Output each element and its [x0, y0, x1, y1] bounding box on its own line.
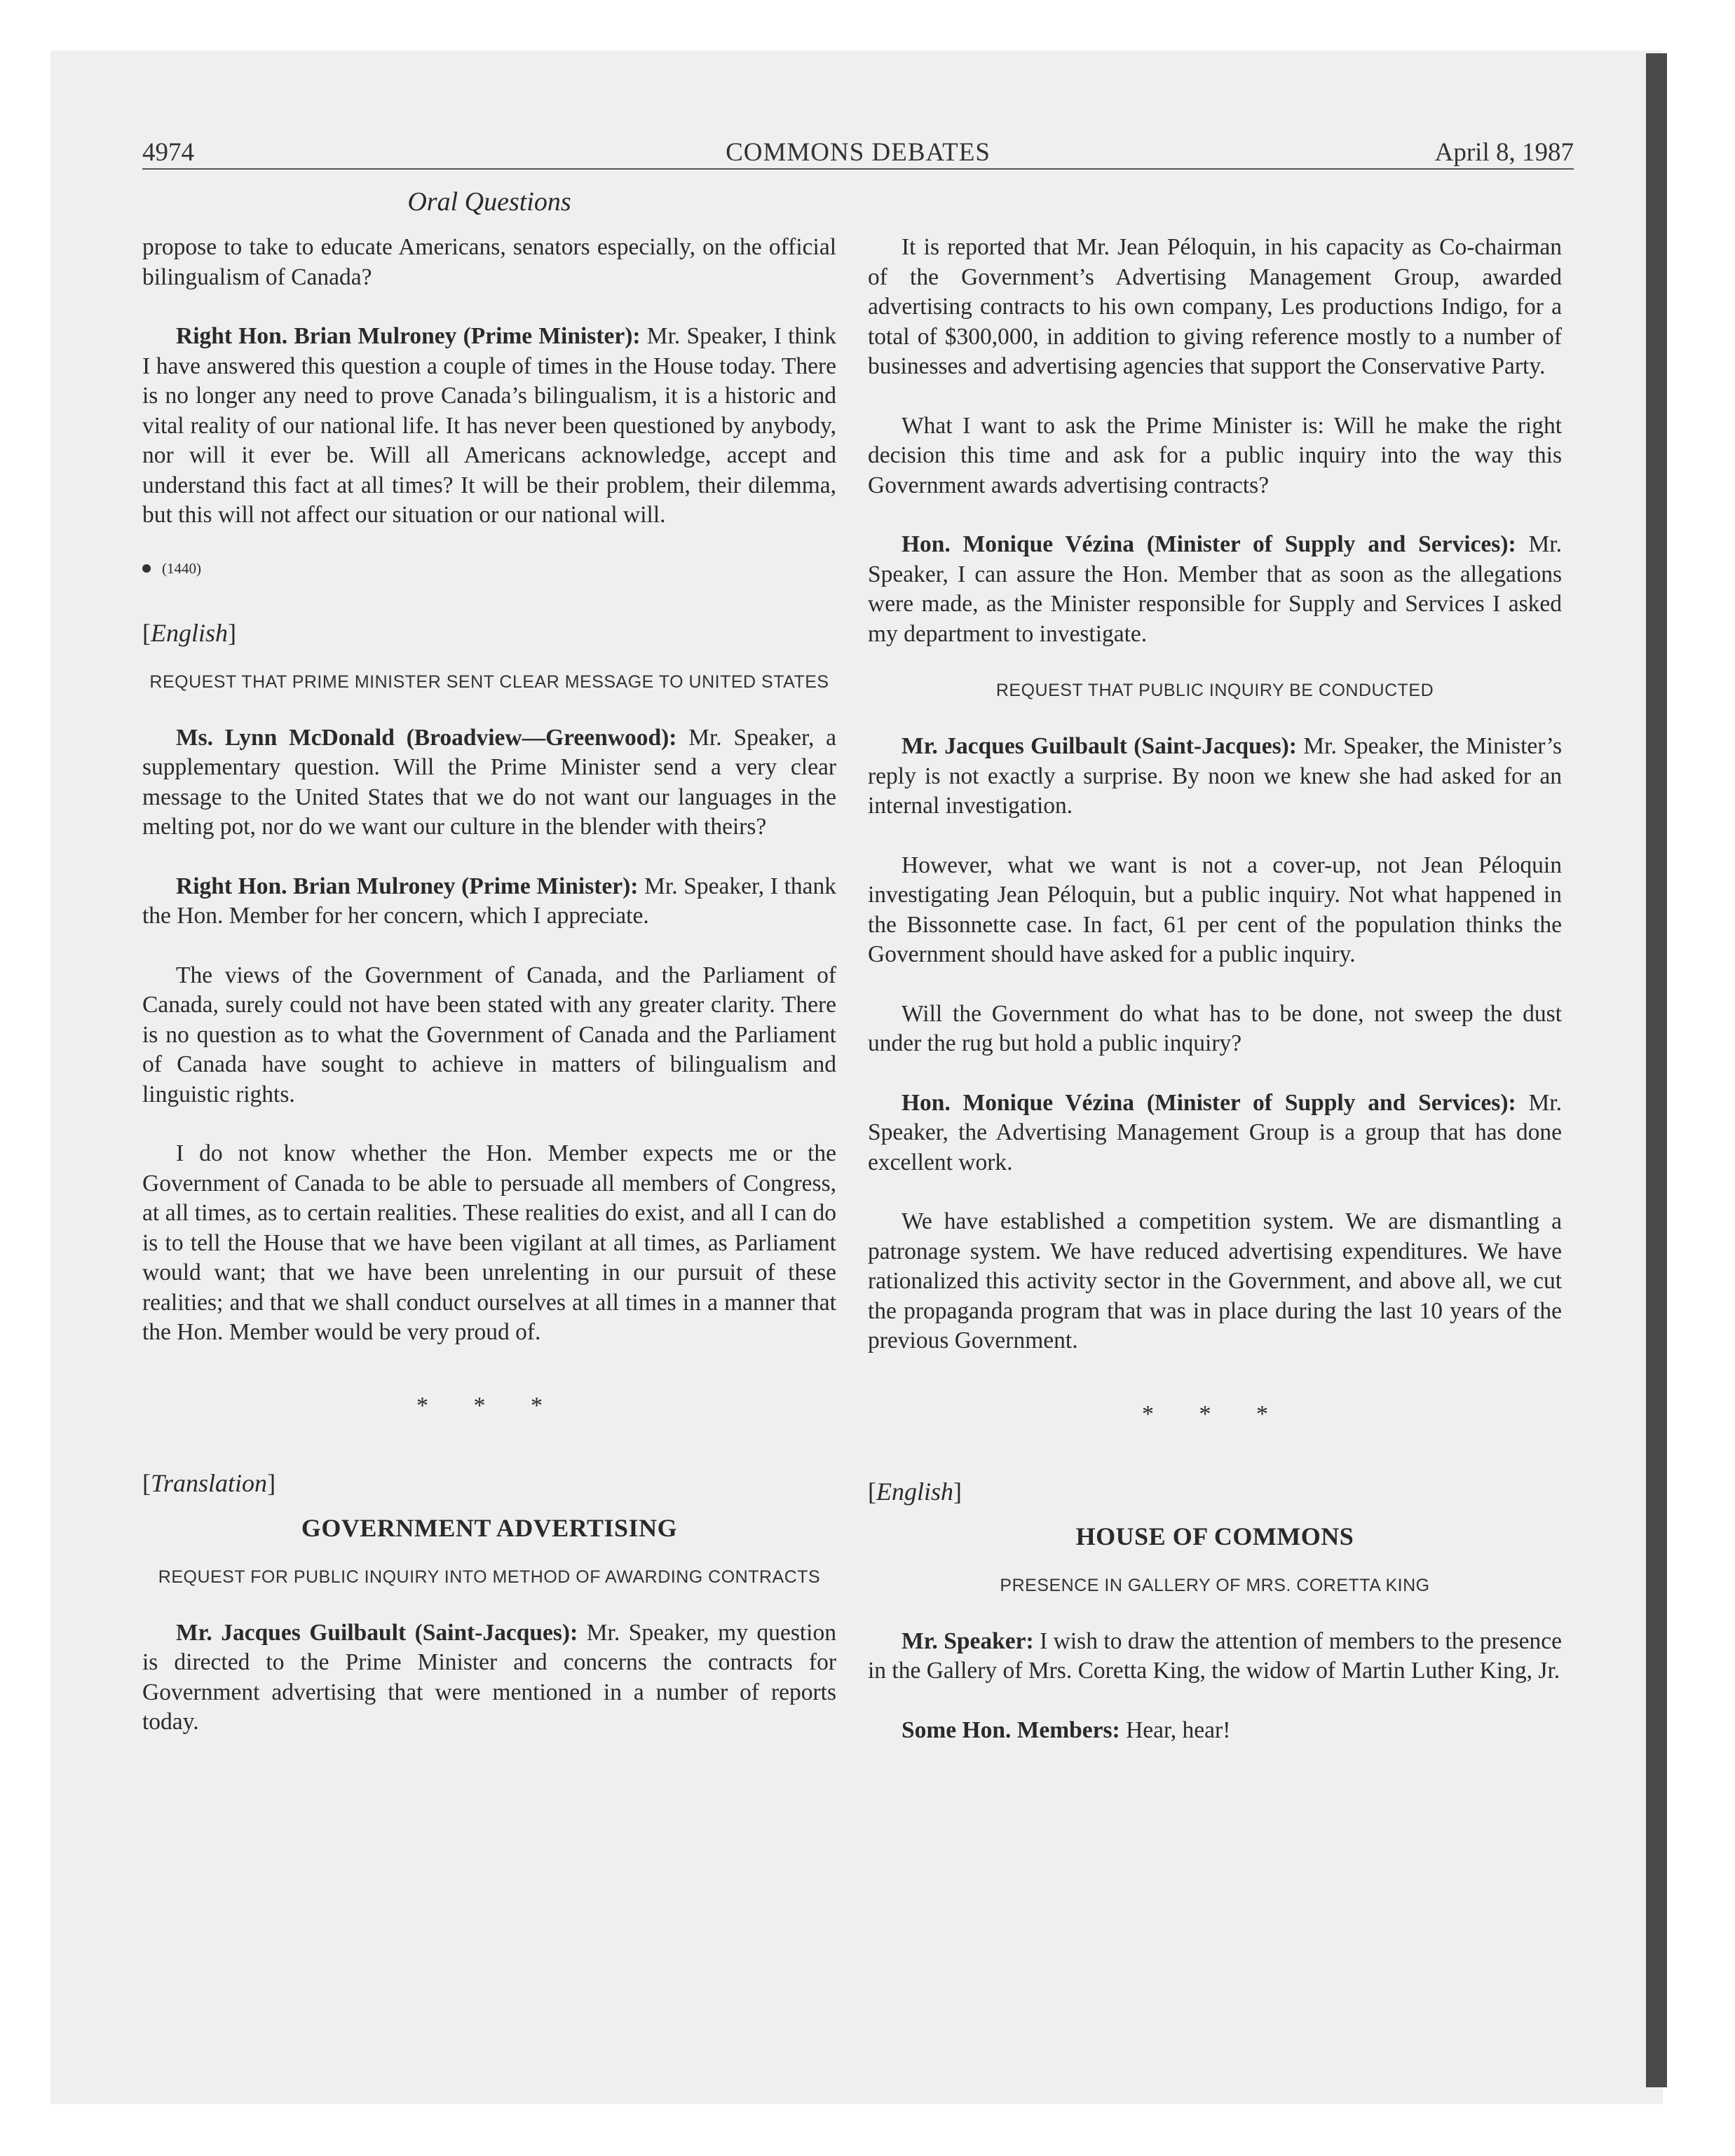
speech-text: I wish to draw the attention of members to the presence in the Gallery of Mrs. Coretta King, the widow of Martin Luther King, Jr. [868, 1628, 1562, 1684]
speaker-name: Mr. Speaker: [901, 1628, 1034, 1654]
language-label: English [876, 1477, 954, 1506]
paragraph [868, 732, 1562, 821]
page-number: 4974 [142, 138, 194, 167]
paragraph [868, 1716, 1562, 1746]
speaker-name: Hon. Monique Vézina (Minister of Supply and Services): [901, 1089, 1516, 1116]
speech-text: Mr. Speaker, I thank the Hon. Member for her concern, which I appreciate. [142, 873, 836, 929]
page-header [142, 137, 1574, 168]
subheading: REQUEST THAT PUBLIC INQUIRY BE CONDUCTED [995, 681, 1434, 700]
speaker-name: Right Hon. Brian Mulroney (Prime Minister): [176, 873, 639, 899]
speech-text: Mr. Speaker, I can assure the Hon. Member that as soon as the allegations were made, as the Minister responsible for Supply and Services I asked my department to investigate. [868, 531, 1562, 647]
publication-date: April 8, 1987 [1434, 138, 1574, 167]
speaker-name: Some Hon. Members: [901, 1717, 1120, 1743]
language-label: Translation [151, 1468, 268, 1497]
paragraph: What I want to ask the Prime Minister is: Will he make the right decision this time and ask for a public inquiry into the way this Government awards advertising contracts? [868, 412, 1562, 498]
bullet-icon [142, 564, 151, 573]
language-marker: [English] [868, 1477, 962, 1506]
publication-title: COMMONS DEBATES [726, 138, 991, 167]
speaker-name: Hon. Monique Vézina (Minister of Supply and Services): [901, 531, 1516, 557]
speech-text: Mr. Speaker, my question is directed to the Prime Minister and concerns the contracts for Government advertising that were mentioned in a number of reports today. [142, 1619, 836, 1735]
paragraph [142, 872, 836, 932]
left-column [142, 233, 836, 1767]
paragraph [142, 1618, 836, 1738]
speaker-name: Right Hon. Brian Mulroney (Prime Minister): [176, 323, 641, 349]
paragraph: I do not know whether the Hon. Member expects me or the Government of Canada to be able to persuade all members of Congress, at all times, as to certain realities. These realities do exist, and all I can do is to tell the House that we have been vigilant at all times, as Parliament would want; that we have been unrelenting in our pursuit of these realities; and that we shall conduct ourselves at all times in a manner that the Hon. Member would be very proud of. [142, 1140, 836, 1345]
speech-text: Mr. Speaker, the Advertising Management Group is a group that has done excellent work. [868, 1089, 1562, 1175]
section-divider-stars: * * * [416, 1392, 562, 1419]
section-heading: GOVERNMENT ADVERTISING [301, 1513, 678, 1542]
section-label: Oral Questions [407, 187, 571, 217]
header-rule [142, 168, 1574, 170]
speech-text: Mr. Speaker, a supplementary question. Will the Prime Minister send a very clear message to the United States that we do not want our languages in the melting pot, nor do we want our culture in the blender with theirs? [142, 724, 836, 840]
paragraph [868, 1627, 1562, 1686]
language-marker: [Translation] [142, 1468, 276, 1497]
speaker-name: Ms. Lynn McDonald (Broadview—Greenwood): [176, 724, 677, 751]
paragraph [142, 723, 836, 842]
section-heading: HOUSE OF COMMONS [1075, 1522, 1354, 1550]
subheading: REQUEST FOR PUBLIC INQUIRY INTO METHOD OF AWARDING CONTRACTS [158, 1567, 821, 1587]
section-divider-stars: * * * [1142, 1400, 1288, 1427]
paragraph [142, 322, 836, 531]
timestamp [142, 560, 836, 578]
paragraph: propose to take to educate Americans, senators especially, on the official bilingualism of Canada? [142, 234, 836, 290]
speaker-name: Mr. Jacques Guilbault (Saint-Jacques): [176, 1619, 578, 1646]
paragraph [868, 530, 1562, 649]
scan-edge-shadow [1646, 53, 1667, 2087]
paragraph: We have established a competition system. We are dismantling a patronage system. We have reduced advertising expenditures. We have rationalized this activity sector in the Government, and above all, we cut the propaganda program that was in place during the last 10 years of the previous Government. [868, 1208, 1562, 1353]
paragraph: It is reported that Mr. Jean Péloquin, in his capacity as Co-chairman of the Government’s Advertising Management Group, awarded advertising contracts to his own company, Les productions Indigo, for a total of $300,000, in addition to giving reference mostly to a number of businesses and advertising agencies that support the Conservative Party. [868, 234, 1562, 379]
speaker-name: Mr. Jacques Guilbault (Saint-Jacques): [901, 733, 1297, 759]
speech-text: Mr. Speaker, I think I have answered this question a couple of times in the House today. There is no longer any need to prove Canada’s bilingualism, it is a historic and vital reality of our national life. It has never been questioned by anybody, nor will it ever be. Will all Americans acknowledge, accept and understand this fact at all times? It will be their problem, their dilemma, but this will not affect our situation or our national will. [142, 323, 836, 528]
speech-text: Hear, hear! [1120, 1717, 1231, 1743]
timestamp-text: (1440) [162, 559, 201, 577]
paragraph: However, what we want is not a cover-up, not Jean Péloquin investigating Jean Péloquin, but a public inquiry. Not what happened in the Bissonnette case. In fact, 61 per cent of the population thinks the Government should have asked for a public inquiry. [868, 852, 1562, 967]
paragraph: Will the Government do what has to be done, not sweep the dust under the rug but hold a public inquiry? [868, 1000, 1562, 1056]
right-column [868, 233, 1562, 1775]
paragraph [868, 1089, 1562, 1178]
paragraph: The views of the Government of Canada, and the Parliament of Canada, surely could not have been stated with any greater clarity. There is no question as to what the Government of Canada and the Parliament of Canada have sought to achieve in matters of bilingualism and linguistic rights. [142, 962, 836, 1107]
subheading: PRESENCE IN GALLERY OF MRS. CORETTA KING [1000, 1575, 1430, 1595]
subheading: REQUEST THAT PRIME MINISTER SENT CLEAR MESSAGE TO UNITED STATES [149, 671, 829, 692]
language-label: English [151, 618, 229, 647]
language-marker: [English] [142, 618, 237, 647]
speech-text: Mr. Speaker, the Minister’s reply is not exactly a surprise. By noon we knew she had asked for an internal investigation. [868, 733, 1562, 819]
